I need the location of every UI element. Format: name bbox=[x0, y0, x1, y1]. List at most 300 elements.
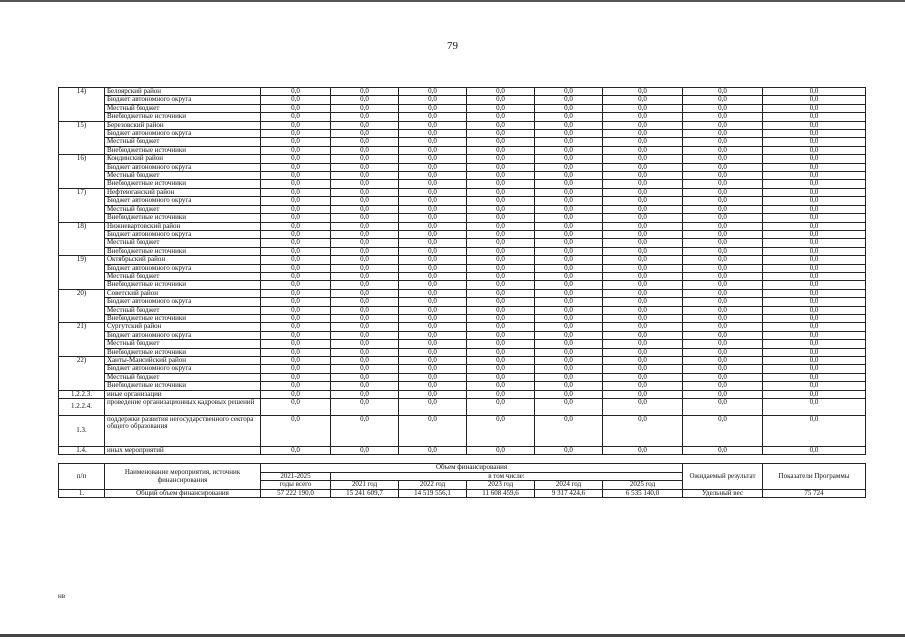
header-year: 2023 год bbox=[467, 481, 535, 489]
value-cell: 0,0 bbox=[467, 382, 535, 390]
value-cell: 0,0 bbox=[763, 113, 866, 121]
source-row bbox=[59, 306, 866, 314]
value-cell: 0,0 bbox=[535, 272, 603, 280]
value-cell: 0,0 bbox=[683, 365, 763, 373]
spacer-cell bbox=[467, 455, 535, 464]
value-cell: 0,0 bbox=[535, 88, 603, 96]
value-cell: 0,0 bbox=[261, 340, 331, 348]
value-cell: 0,0 bbox=[683, 121, 763, 129]
source-name: Местный бюджет bbox=[105, 239, 261, 247]
value-cell: 0,0 bbox=[535, 96, 603, 104]
value-cell: 0,0 bbox=[261, 214, 331, 222]
source-row bbox=[59, 281, 866, 289]
value-cell: 0,0 bbox=[603, 447, 683, 455]
value-cell: 0,0 bbox=[399, 314, 467, 322]
value-cell: 0,0 bbox=[261, 104, 331, 112]
value-cell: 0,0 bbox=[535, 172, 603, 180]
value-cell: 0,0 bbox=[261, 281, 331, 289]
source-name: Местный бюджет bbox=[105, 306, 261, 314]
value-cell: 0,0 bbox=[467, 298, 535, 306]
value-cell: 0,0 bbox=[603, 348, 683, 356]
value-cell: 0,0 bbox=[683, 382, 763, 390]
total-value: 14 519 556,1 bbox=[399, 489, 467, 497]
row-index: 1.2.2.4. bbox=[59, 399, 105, 416]
value-cell: 0,0 bbox=[763, 239, 866, 247]
value-cell: 0,0 bbox=[535, 205, 603, 213]
total-value: 6 535 140,0 bbox=[603, 489, 683, 497]
activity-row bbox=[59, 447, 866, 455]
value-cell: 0,0 bbox=[683, 399, 763, 416]
source-name: Бюджет автономного округа bbox=[105, 365, 261, 373]
value-cell: 0,0 bbox=[535, 340, 603, 348]
value-cell: 0,0 bbox=[535, 163, 603, 171]
value-cell: 0,0 bbox=[399, 264, 467, 272]
district-row bbox=[59, 188, 866, 196]
value-cell: 0,0 bbox=[467, 121, 535, 129]
row-index: 14) bbox=[59, 88, 105, 122]
value-cell: 0,0 bbox=[331, 365, 399, 373]
value-cell: 0,0 bbox=[399, 197, 467, 205]
district-name: Ханты-Мансийский район bbox=[105, 357, 261, 365]
value-cell: 0,0 bbox=[331, 382, 399, 390]
value-cell: 0,0 bbox=[603, 130, 683, 138]
value-cell: 0,0 bbox=[467, 96, 535, 104]
value-cell: 0,0 bbox=[763, 447, 866, 455]
value-cell: 0,0 bbox=[331, 357, 399, 365]
source-row bbox=[59, 298, 866, 306]
value-cell: 0,0 bbox=[603, 239, 683, 247]
source-name: Внебюджетные источники bbox=[105, 214, 261, 222]
source-name: Бюджет автономного округа bbox=[105, 230, 261, 238]
value-cell: 0,0 bbox=[467, 390, 535, 398]
value-cell: 0,0 bbox=[467, 306, 535, 314]
value-cell: 0,0 bbox=[399, 222, 467, 230]
value-cell: 0,0 bbox=[467, 113, 535, 121]
value-cell: 0,0 bbox=[261, 256, 331, 264]
value-cell: 0,0 bbox=[603, 88, 683, 96]
source-row bbox=[59, 247, 866, 255]
value-cell: 0,0 bbox=[763, 163, 866, 171]
source-name: Местный бюджет bbox=[105, 138, 261, 146]
value-cell: 0,0 bbox=[261, 390, 331, 398]
source-name: Бюджет автономного округа bbox=[105, 197, 261, 205]
row-index: 15) bbox=[59, 121, 105, 155]
value-cell: 0,0 bbox=[467, 104, 535, 112]
value-cell: 0,0 bbox=[467, 172, 535, 180]
row-index: 21) bbox=[59, 323, 105, 357]
source-name: Местный бюджет bbox=[105, 104, 261, 112]
value-cell: 0,0 bbox=[261, 180, 331, 188]
value-cell: 0,0 bbox=[535, 230, 603, 238]
value-cell: 0,0 bbox=[603, 281, 683, 289]
value-cell: 0,0 bbox=[603, 214, 683, 222]
value-cell: 0,0 bbox=[683, 348, 763, 356]
value-cell: 0,0 bbox=[763, 390, 866, 398]
value-cell: 0,0 bbox=[603, 331, 683, 339]
value-cell: 0,0 bbox=[331, 104, 399, 112]
value-cell: 0,0 bbox=[331, 205, 399, 213]
value-cell: 0,0 bbox=[261, 188, 331, 196]
source-row bbox=[59, 180, 866, 188]
value-cell: 0,0 bbox=[683, 197, 763, 205]
value-cell: 0,0 bbox=[763, 222, 866, 230]
value-cell: 0,0 bbox=[603, 172, 683, 180]
value-cell: 0,0 bbox=[467, 138, 535, 146]
value-cell: 0,0 bbox=[535, 188, 603, 196]
value-cell: 0,0 bbox=[399, 96, 467, 104]
value-cell: 0,0 bbox=[467, 289, 535, 297]
source-name: Местный бюджет bbox=[105, 172, 261, 180]
value-cell: 0,0 bbox=[683, 214, 763, 222]
value-cell: 0,0 bbox=[603, 146, 683, 154]
value-cell: 0,0 bbox=[261, 365, 331, 373]
value-cell: 0,0 bbox=[261, 163, 331, 171]
value-cell: 0,0 bbox=[261, 416, 331, 447]
value-cell: 0,0 bbox=[603, 264, 683, 272]
value-cell: 0,0 bbox=[331, 180, 399, 188]
value-cell: 0,0 bbox=[603, 96, 683, 104]
value-cell: 0,0 bbox=[467, 214, 535, 222]
value-cell: 0,0 bbox=[261, 222, 331, 230]
value-cell: 0,0 bbox=[603, 138, 683, 146]
value-cell: 0,0 bbox=[683, 113, 763, 121]
value-cell: 0,0 bbox=[399, 447, 467, 455]
value-cell: 0,0 bbox=[683, 130, 763, 138]
value-cell: 0,0 bbox=[683, 390, 763, 398]
value-cell: 0,0 bbox=[535, 348, 603, 356]
value-cell: 0,0 bbox=[603, 289, 683, 297]
value-cell: 0,0 bbox=[535, 264, 603, 272]
value-cell: 0,0 bbox=[399, 155, 467, 163]
total-value: 11 608 459,6 bbox=[467, 489, 535, 497]
value-cell: 0,0 bbox=[763, 180, 866, 188]
value-cell: 0,0 bbox=[763, 130, 866, 138]
source-row bbox=[59, 230, 866, 238]
value-cell: 0,0 bbox=[603, 314, 683, 322]
row-index: 17) bbox=[59, 188, 105, 222]
row-index: 19) bbox=[59, 256, 105, 290]
source-name: Бюджет автономного округа bbox=[105, 163, 261, 171]
row-index: 20) bbox=[59, 289, 105, 323]
activity-name: поддержки развития негосударственного сектора общего образования bbox=[105, 416, 261, 447]
value-cell: 0,0 bbox=[399, 272, 467, 280]
value-cell: 0,0 bbox=[399, 331, 467, 339]
district-name: Кондинский район bbox=[105, 155, 261, 163]
value-cell: 0,0 bbox=[331, 373, 399, 381]
value-cell: 0,0 bbox=[683, 272, 763, 280]
value-cell: 0,0 bbox=[763, 205, 866, 213]
value-cell: 0,0 bbox=[399, 104, 467, 112]
value-cell: 0,0 bbox=[763, 256, 866, 264]
source-row bbox=[59, 272, 866, 280]
source-row bbox=[59, 205, 866, 213]
value-cell: 0,0 bbox=[603, 272, 683, 280]
value-cell: 0,0 bbox=[603, 155, 683, 163]
value-cell: 0,0 bbox=[399, 113, 467, 121]
value-cell: 0,0 bbox=[603, 373, 683, 381]
value-cell: 0,0 bbox=[683, 306, 763, 314]
value-cell: 0,0 bbox=[683, 331, 763, 339]
value-cell: 0,0 bbox=[331, 306, 399, 314]
value-cell: 0,0 bbox=[603, 113, 683, 121]
value-cell: 0,0 bbox=[763, 138, 866, 146]
value-cell: 0,0 bbox=[261, 289, 331, 297]
value-cell: 0,0 bbox=[331, 172, 399, 180]
spacer-cell bbox=[105, 455, 261, 464]
value-cell: 0,0 bbox=[331, 256, 399, 264]
header-year: 2025 год bbox=[603, 481, 683, 489]
value-cell: 0,0 bbox=[467, 323, 535, 331]
activity-name: иных мероприятий bbox=[105, 447, 261, 455]
value-cell: 0,0 bbox=[399, 323, 467, 331]
scan-bottom-edge bbox=[0, 634, 905, 637]
value-cell: 0,0 bbox=[683, 281, 763, 289]
value-cell: 0,0 bbox=[535, 180, 603, 188]
header-num: п/п bbox=[59, 464, 105, 489]
district-name: Советский район bbox=[105, 289, 261, 297]
value-cell: 0,0 bbox=[261, 130, 331, 138]
value-cell: 0,0 bbox=[331, 121, 399, 129]
value-cell: 0,0 bbox=[763, 399, 866, 416]
value-cell: 0,0 bbox=[331, 214, 399, 222]
value-cell: 0,0 bbox=[467, 373, 535, 381]
value-cell: 0,0 bbox=[763, 281, 866, 289]
source-name: Внебюджетные источники bbox=[105, 348, 261, 356]
spacer-cell bbox=[59, 455, 105, 464]
value-cell: 0,0 bbox=[535, 239, 603, 247]
source-row bbox=[59, 331, 866, 339]
header-row bbox=[59, 464, 866, 472]
value-cell: 0,0 bbox=[467, 365, 535, 373]
value-cell: 0,0 bbox=[683, 104, 763, 112]
value-cell: 0,0 bbox=[683, 172, 763, 180]
value-cell: 0,0 bbox=[603, 416, 683, 447]
value-cell: 0,0 bbox=[763, 214, 866, 222]
value-cell: 0,0 bbox=[399, 205, 467, 213]
district-row bbox=[59, 121, 866, 129]
value-cell: 0,0 bbox=[535, 357, 603, 365]
value-cell: 0,0 bbox=[467, 348, 535, 356]
value-cell: 0,0 bbox=[603, 323, 683, 331]
value-cell: 0,0 bbox=[399, 399, 467, 416]
value-cell: 0,0 bbox=[603, 180, 683, 188]
value-cell: 0,0 bbox=[763, 188, 866, 196]
header-name: Наименование мероприятия, источник финансирования bbox=[105, 464, 261, 489]
value-cell: 0,0 bbox=[467, 155, 535, 163]
financing-table bbox=[58, 87, 866, 498]
value-cell: 0,0 bbox=[331, 146, 399, 154]
value-cell: 0,0 bbox=[535, 146, 603, 154]
value-cell: 0,0 bbox=[763, 357, 866, 365]
value-cell: 0,0 bbox=[467, 230, 535, 238]
spacer-cell bbox=[683, 455, 763, 464]
value-cell: 0,0 bbox=[763, 146, 866, 154]
total-name: Общий объем финансирования bbox=[105, 489, 261, 497]
total-value: 57 222 190,0 bbox=[261, 489, 331, 497]
value-cell: 0,0 bbox=[467, 197, 535, 205]
value-cell: 0,0 bbox=[467, 272, 535, 280]
value-cell: 0,0 bbox=[683, 256, 763, 264]
value-cell: 0,0 bbox=[331, 390, 399, 398]
value-cell: 0,0 bbox=[535, 281, 603, 289]
source-row bbox=[59, 264, 866, 272]
value-cell: 0,0 bbox=[399, 357, 467, 365]
header-indicators: Показатели Программы bbox=[763, 464, 866, 489]
value-cell: 0,0 bbox=[399, 340, 467, 348]
row-index: 18) bbox=[59, 222, 105, 256]
value-cell: 0,0 bbox=[261, 197, 331, 205]
value-cell: 0,0 bbox=[331, 331, 399, 339]
value-cell: 0,0 bbox=[763, 306, 866, 314]
value-cell: 0,0 bbox=[683, 416, 763, 447]
value-cell: 0,0 bbox=[763, 331, 866, 339]
source-row bbox=[59, 373, 866, 381]
value-cell: 0,0 bbox=[467, 281, 535, 289]
value-cell: 0,0 bbox=[399, 214, 467, 222]
value-cell: 0,0 bbox=[683, 373, 763, 381]
value-cell: 0,0 bbox=[331, 88, 399, 96]
header-year: 2021 год bbox=[331, 481, 399, 489]
value-cell: 0,0 bbox=[261, 247, 331, 255]
value-cell: 0,0 bbox=[261, 146, 331, 154]
source-row bbox=[59, 382, 866, 390]
value-cell: 0,0 bbox=[535, 197, 603, 205]
source-name: Внебюджетные источники bbox=[105, 247, 261, 255]
value-cell: 0,0 bbox=[763, 314, 866, 322]
value-cell: 0,0 bbox=[331, 323, 399, 331]
value-cell: 0,0 bbox=[535, 138, 603, 146]
value-cell: 0,0 bbox=[603, 104, 683, 112]
value-cell: 0,0 bbox=[683, 247, 763, 255]
value-cell: 0,0 bbox=[535, 130, 603, 138]
value-cell: 0,0 bbox=[603, 197, 683, 205]
value-cell: 0,0 bbox=[399, 348, 467, 356]
total-value: 9 317 424,6 bbox=[535, 489, 603, 497]
value-cell: 0,0 bbox=[603, 399, 683, 416]
source-row bbox=[59, 146, 866, 154]
source-name: Местный бюджет bbox=[105, 205, 261, 213]
value-cell: 0,0 bbox=[535, 314, 603, 322]
value-cell: 0,0 bbox=[261, 113, 331, 121]
value-cell: 0,0 bbox=[261, 138, 331, 146]
value-cell: 0,0 bbox=[261, 172, 331, 180]
value-cell: 0,0 bbox=[683, 239, 763, 247]
value-cell: 0,0 bbox=[399, 138, 467, 146]
value-cell: 0,0 bbox=[763, 104, 866, 112]
value-cell: 0,0 bbox=[261, 357, 331, 365]
value-cell: 0,0 bbox=[603, 357, 683, 365]
value-cell: 0,0 bbox=[467, 222, 535, 230]
value-cell: 0,0 bbox=[331, 447, 399, 455]
source-name: Бюджет автономного округа bbox=[105, 298, 261, 306]
value-cell: 0,0 bbox=[535, 331, 603, 339]
value-cell: 0,0 bbox=[331, 272, 399, 280]
district-name: Сургутский район bbox=[105, 323, 261, 331]
value-cell: 0,0 bbox=[683, 340, 763, 348]
value-cell: 0,0 bbox=[535, 382, 603, 390]
source-name: Бюджет автономного округа bbox=[105, 130, 261, 138]
value-cell: 0,0 bbox=[535, 121, 603, 129]
value-cell: 0,0 bbox=[683, 205, 763, 213]
value-cell: 0,0 bbox=[467, 163, 535, 171]
value-cell: 0,0 bbox=[399, 281, 467, 289]
value-cell: 0,0 bbox=[535, 447, 603, 455]
activity-name: иные организации bbox=[105, 390, 261, 398]
value-cell: 0,0 bbox=[261, 306, 331, 314]
header-result: Ожидаемый результат bbox=[683, 464, 763, 489]
value-cell: 0,0 bbox=[683, 88, 763, 96]
value-cell: 0,0 bbox=[399, 180, 467, 188]
value-cell: 0,0 bbox=[603, 340, 683, 348]
value-cell: 0,0 bbox=[535, 247, 603, 255]
value-cell: 0,0 bbox=[399, 306, 467, 314]
value-cell: 0,0 bbox=[535, 306, 603, 314]
value-cell: 0,0 bbox=[467, 399, 535, 416]
value-cell: 0,0 bbox=[683, 222, 763, 230]
spacer-cell bbox=[763, 455, 866, 464]
value-cell: 0,0 bbox=[763, 88, 866, 96]
source-name: Бюджет автономного округа bbox=[105, 331, 261, 339]
spacer-row bbox=[59, 455, 866, 464]
value-cell: 0,0 bbox=[331, 416, 399, 447]
source-row bbox=[59, 214, 866, 222]
spacer-cell bbox=[331, 455, 399, 464]
value-cell: 0,0 bbox=[535, 399, 603, 416]
value-cell: 0,0 bbox=[763, 155, 866, 163]
value-cell: 0,0 bbox=[331, 155, 399, 163]
value-cell: 0,0 bbox=[399, 289, 467, 297]
value-cell: 0,0 bbox=[763, 323, 866, 331]
value-cell: 0,0 bbox=[399, 146, 467, 154]
header-volume: Объем финансирования bbox=[261, 464, 683, 472]
value-cell: 0,0 bbox=[763, 96, 866, 104]
source-name: Бюджет автономного округа bbox=[105, 264, 261, 272]
value-cell: 0,0 bbox=[467, 447, 535, 455]
value-cell: 0,0 bbox=[683, 323, 763, 331]
value-cell: 0,0 bbox=[467, 205, 535, 213]
value-cell: 0,0 bbox=[467, 146, 535, 154]
value-cell: 0,0 bbox=[535, 323, 603, 331]
district-name: Нижневартовский район bbox=[105, 222, 261, 230]
value-cell: 0,0 bbox=[331, 314, 399, 322]
district-row bbox=[59, 222, 866, 230]
district-name: Белоярский район bbox=[105, 88, 261, 96]
value-cell: 0,0 bbox=[399, 88, 467, 96]
value-cell: 0,0 bbox=[763, 416, 866, 447]
value-cell: 0,0 bbox=[261, 96, 331, 104]
value-cell: 0,0 bbox=[683, 138, 763, 146]
value-cell: 0,0 bbox=[535, 373, 603, 381]
source-row bbox=[59, 138, 866, 146]
value-cell: 0,0 bbox=[603, 222, 683, 230]
value-cell: 0,0 bbox=[603, 365, 683, 373]
source-row bbox=[59, 239, 866, 247]
value-cell: 0,0 bbox=[261, 331, 331, 339]
value-cell: 0,0 bbox=[399, 188, 467, 196]
district-row bbox=[59, 323, 866, 331]
row-index: 1.4. bbox=[59, 447, 105, 455]
source-name: Внебюджетные источники bbox=[105, 113, 261, 121]
total-result: Удельный вес bbox=[683, 489, 763, 497]
value-cell: 0,0 bbox=[535, 104, 603, 112]
value-cell: 0,0 bbox=[331, 281, 399, 289]
value-cell: 0,0 bbox=[331, 399, 399, 416]
value-cell: 0,0 bbox=[467, 88, 535, 96]
value-cell: 0,0 bbox=[535, 113, 603, 121]
value-cell: 0,0 bbox=[603, 247, 683, 255]
district-name: Нефтеюганский район bbox=[105, 188, 261, 196]
source-row bbox=[59, 104, 866, 112]
